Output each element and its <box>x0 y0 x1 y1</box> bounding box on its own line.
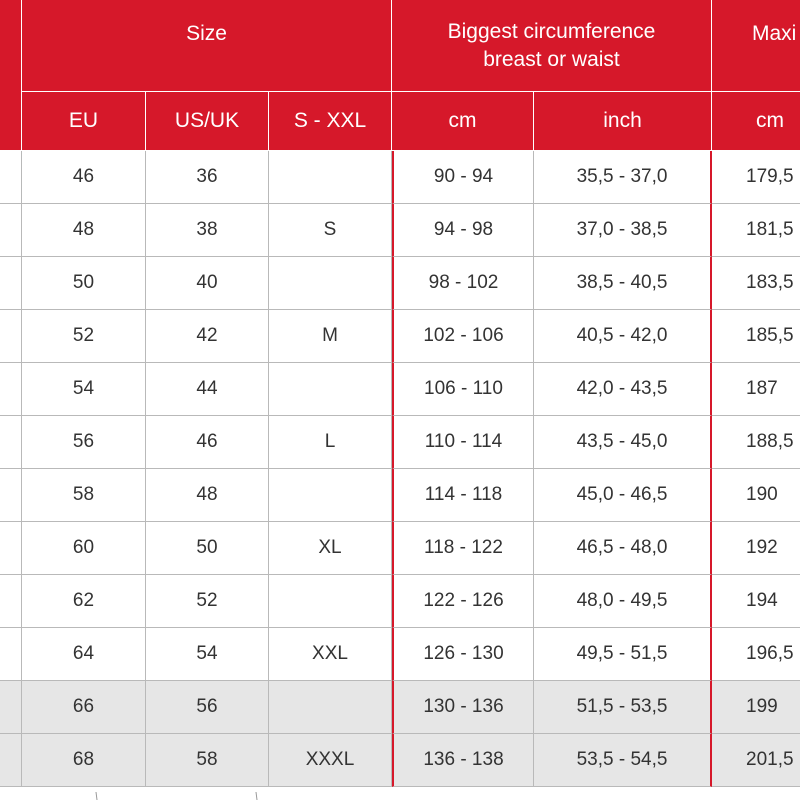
cell-s-xxl <box>269 469 392 522</box>
cell-eu <box>22 257 146 310</box>
cell-value: 199 <box>746 696 778 717</box>
header-group-label: Size <box>186 22 227 45</box>
row-label-cropped <box>0 416 22 469</box>
cell-value: 38 <box>196 219 218 240</box>
cell-us-uk <box>146 522 269 575</box>
cell-value: 118 - 122 <box>424 537 503 558</box>
subheader-label: inch <box>603 109 642 132</box>
cell-value: 201,5 <box>746 749 794 770</box>
subheader-inch <box>534 92 712 151</box>
cell-value: 68 <box>72 749 95 770</box>
subheader-label: US/UK <box>174 109 240 132</box>
cell-us-uk <box>146 363 269 416</box>
cell-value: 52 <box>72 325 95 346</box>
cell-s-xxl <box>269 522 392 575</box>
cell-s-xxl <box>269 628 392 681</box>
cell-circ-inch <box>534 575 712 628</box>
cell-value: 98 - 102 <box>428 272 499 293</box>
cell-value: 51,5 - 53,5 <box>576 696 668 717</box>
cell-value: 130 - 136 <box>423 696 504 717</box>
cell-us-uk <box>146 151 269 204</box>
cell-value: 94 - 98 <box>433 219 494 240</box>
cell-value: 43,5 - 45,0 <box>576 431 668 452</box>
cell-value: 49,5 - 51,5 <box>576 643 668 664</box>
subheader-label: S - XXL <box>293 109 367 132</box>
cell-circ-inch <box>534 310 712 363</box>
cell-value: 46 <box>72 166 95 187</box>
cell-s-xxl <box>269 151 392 204</box>
cell-circ-cm <box>392 734 534 787</box>
cell-max-cm <box>712 628 800 681</box>
cell-value: 187 <box>746 378 778 399</box>
cell-value: 53,5 - 54,5 <box>576 749 668 770</box>
cell-value: 46,5 - 48,0 <box>576 537 668 558</box>
cell-circ-inch <box>534 363 712 416</box>
cell-circ-cm <box>392 628 534 681</box>
header-group-circ <box>392 0 712 92</box>
cell-us-uk <box>146 204 269 257</box>
cell-value: XXXL <box>305 749 355 770</box>
cell-us-uk <box>146 469 269 522</box>
cell-value: 56 <box>72 431 95 452</box>
cell-circ-inch <box>534 257 712 310</box>
cell-circ-cm <box>392 257 534 310</box>
cell-eu <box>22 204 146 257</box>
cell-circ-cm <box>392 310 534 363</box>
cell-value: 62 <box>72 590 95 611</box>
cell-eu <box>22 575 146 628</box>
cell-eu <box>22 681 146 734</box>
row-label-cropped <box>0 363 22 416</box>
cell-max-cm <box>712 257 800 310</box>
row-label-cropped <box>0 628 22 681</box>
cell-s-xxl <box>269 310 392 363</box>
cell-circ-cm <box>392 416 534 469</box>
cell-max-cm <box>712 469 800 522</box>
cell-us-uk <box>146 681 269 734</box>
cell-value: 48 <box>72 219 95 240</box>
cell-value: 44 <box>196 378 218 399</box>
cell-value: 196,5 <box>746 643 794 664</box>
cell-value: 48 <box>196 484 218 505</box>
header-group-label: Maxi <box>752 22 797 45</box>
cell-us-uk <box>146 416 269 469</box>
cell-value: 37,0 - 38,5 <box>576 219 668 240</box>
edge-mark-2 <box>256 792 257 800</box>
row-label-cropped <box>0 204 22 257</box>
cell-value: 52 <box>196 590 218 611</box>
header-group-size <box>22 0 392 92</box>
cell-max-cm <box>712 151 800 204</box>
cell-value: 54 <box>196 643 218 664</box>
cell-eu <box>22 522 146 575</box>
cell-eu <box>22 310 146 363</box>
cell-circ-inch <box>534 681 712 734</box>
cell-circ-cm <box>392 575 534 628</box>
cell-value: 42,0 - 43,5 <box>576 378 668 399</box>
cell-max-cm <box>712 734 800 787</box>
cell-circ-inch <box>534 204 712 257</box>
cell-value: 36 <box>196 166 218 187</box>
cell-max-cm <box>712 522 800 575</box>
cell-eu <box>22 469 146 522</box>
cell-circ-inch <box>534 416 712 469</box>
cell-circ-inch <box>534 734 712 787</box>
subheader-us-uk <box>146 92 269 151</box>
cell-s-xxl <box>269 416 392 469</box>
cell-max-cm <box>712 575 800 628</box>
cell-value: 188,5 <box>746 431 794 452</box>
subheader-max-cm <box>712 92 800 151</box>
cell-value: 58 <box>196 749 218 770</box>
header-left-cropped <box>0 0 22 151</box>
cell-circ-cm <box>392 469 534 522</box>
cell-circ-inch <box>534 628 712 681</box>
cell-circ-cm <box>392 681 534 734</box>
cell-value: 114 - 118 <box>424 484 503 505</box>
cell-max-cm <box>712 363 800 416</box>
cell-max-cm <box>712 310 800 363</box>
row-label-cropped <box>0 310 22 363</box>
cell-value: 190 <box>746 484 778 505</box>
cell-circ-cm <box>392 522 534 575</box>
cell-value: 60 <box>72 537 95 558</box>
row-label-cropped <box>0 522 22 575</box>
cell-value: 90 - 94 <box>433 166 494 187</box>
cell-value: XXL <box>312 643 348 664</box>
subheader-eu <box>22 92 146 151</box>
cell-s-xxl <box>269 734 392 787</box>
subheader-cm <box>392 92 534 151</box>
cell-value: 50 <box>72 272 95 293</box>
cell-value: 179,5 <box>746 166 794 187</box>
cell-value: 35,5 - 37,0 <box>576 166 668 187</box>
cell-max-cm <box>712 416 800 469</box>
cell-s-xxl <box>269 363 392 416</box>
cell-value: 183,5 <box>746 272 794 293</box>
cell-max-cm <box>712 681 800 734</box>
cell-us-uk <box>146 257 269 310</box>
cell-value: 106 - 110 <box>424 378 503 399</box>
cell-value: 45,0 - 46,5 <box>576 484 668 505</box>
cell-value: 66 <box>72 696 95 717</box>
cell-value: 42 <box>196 325 218 346</box>
cell-max-cm <box>712 204 800 257</box>
row-label-cropped <box>0 151 22 204</box>
cell-value: 64 <box>72 643 95 664</box>
cell-value: 110 - 114 <box>424 431 503 452</box>
cell-s-xxl <box>269 257 392 310</box>
cell-value: 126 - 130 <box>423 643 504 664</box>
cell-eu <box>22 151 146 204</box>
subheader-s-xxl <box>269 92 392 151</box>
cell-eu <box>22 416 146 469</box>
cell-value: S <box>323 219 337 240</box>
cell-value: 181,5 <box>746 219 794 240</box>
row-label-cropped <box>0 681 22 734</box>
cell-eu <box>22 363 146 416</box>
cell-eu <box>22 628 146 681</box>
cell-circ-inch <box>534 522 712 575</box>
cell-eu <box>22 734 146 787</box>
row-label-cropped <box>0 469 22 522</box>
header-group-label: Biggest circumference breast or waist <box>447 19 656 71</box>
cell-s-xxl <box>269 575 392 628</box>
cell-value: 50 <box>196 537 218 558</box>
cell-circ-cm <box>392 363 534 416</box>
cell-value: 192 <box>746 537 778 558</box>
header-group-max <box>712 0 800 92</box>
cell-value: 46 <box>196 431 218 452</box>
cell-value: M <box>322 325 338 346</box>
cell-circ-inch <box>534 151 712 204</box>
cell-value: 122 - 126 <box>423 590 504 611</box>
cell-circ-cm <box>392 151 534 204</box>
cell-value: 48,0 - 49,5 <box>576 590 668 611</box>
row-label-cropped <box>0 575 22 628</box>
cell-value: 58 <box>72 484 95 505</box>
cell-circ-inch <box>534 469 712 522</box>
cell-value: L <box>324 431 336 452</box>
cell-value: 40,5 - 42,0 <box>576 325 668 346</box>
subheader-label: cm <box>448 109 477 132</box>
cell-value: 56 <box>196 696 218 717</box>
row-label-cropped <box>0 734 22 787</box>
cell-value: 40 <box>196 272 218 293</box>
cell-value: 136 - 138 <box>423 749 504 770</box>
cell-us-uk <box>146 575 269 628</box>
cell-value: 54 <box>72 378 95 399</box>
cell-us-uk <box>146 734 269 787</box>
cell-value: 102 - 106 <box>423 325 504 346</box>
subheader-label: cm <box>756 109 784 132</box>
cell-value: XL <box>318 537 342 558</box>
cell-us-uk <box>146 310 269 363</box>
cell-value: 185,5 <box>746 325 794 346</box>
cell-value: 194 <box>746 590 778 611</box>
cell-circ-cm <box>392 204 534 257</box>
cell-us-uk <box>146 628 269 681</box>
bottom-edge-marks <box>0 788 800 800</box>
cell-value: 38,5 - 40,5 <box>576 272 668 293</box>
row-label-cropped <box>0 257 22 310</box>
subheader-label: EU <box>68 109 99 132</box>
edge-mark-1 <box>96 792 97 800</box>
cell-s-xxl <box>269 204 392 257</box>
cell-s-xxl <box>269 681 392 734</box>
